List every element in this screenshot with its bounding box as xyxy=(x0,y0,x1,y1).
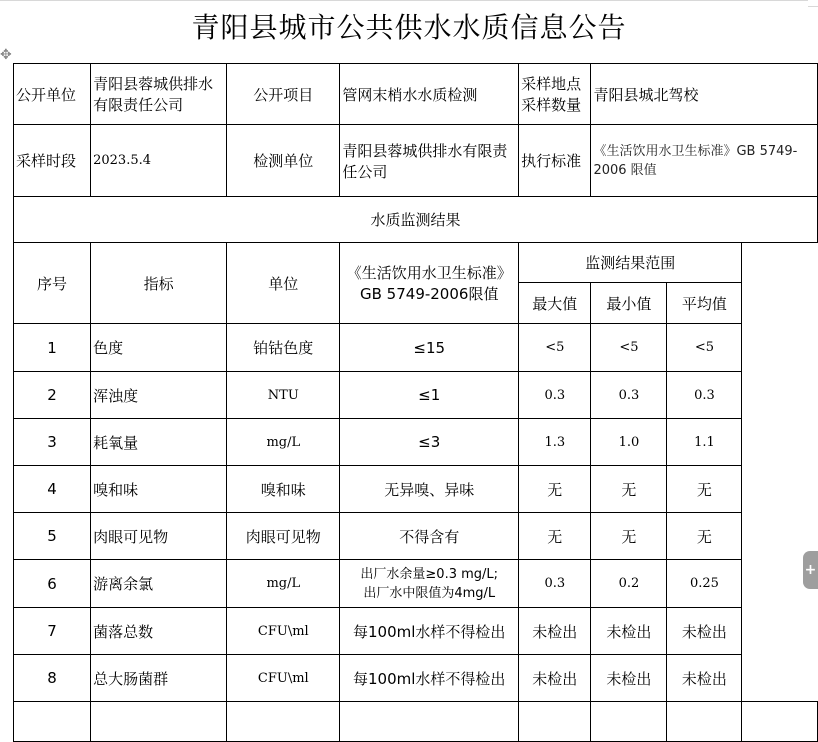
testing-unit-value: 青阳县蓉城供排水有限责任公司 xyxy=(340,125,519,197)
table-row xyxy=(14,560,818,608)
public-unit-value: 青阳县蓉城供排水有限责任公司 xyxy=(91,64,227,125)
public-item-value: 管网末梢水水质检测 xyxy=(340,64,519,125)
cell-unit: NTU xyxy=(227,372,340,419)
cell-unit: mg/L xyxy=(227,560,340,608)
cell-min: 0.3 xyxy=(591,372,667,419)
cell-no: 5 xyxy=(14,513,91,560)
cell-indicator: 游离余氯 xyxy=(91,560,227,608)
cell-no: 3 xyxy=(14,419,91,466)
table-row xyxy=(14,466,818,513)
cell-limit-line2: 出厂水中限值为4mg/L xyxy=(363,585,496,601)
cell-min: 无 xyxy=(591,466,667,513)
info-row-1 xyxy=(14,64,818,125)
sampling-place-label: 采样地点采样数量 xyxy=(519,64,591,125)
header-standard xyxy=(340,243,519,324)
cell-indicator: 总大肠菌群 xyxy=(91,655,227,702)
cell-max: 1.3 xyxy=(519,419,591,466)
cell-limit xyxy=(340,560,519,608)
header-min: 最小值 xyxy=(591,283,667,324)
empty-row xyxy=(14,702,818,742)
cell-no: 1 xyxy=(14,324,91,372)
cell-min: 1.0 xyxy=(591,419,667,466)
cell-avg: <5 xyxy=(667,324,742,372)
cell-no: 7 xyxy=(14,608,91,655)
cell-avg: 未检出 xyxy=(667,608,742,655)
header-avg: 平均值 xyxy=(667,283,742,324)
public-item-label: 公开项目 xyxy=(227,64,340,125)
header-standard-line2: GB 5749-2006限值 xyxy=(360,285,499,303)
cell-no: 2 xyxy=(14,372,91,419)
cell-max: 无 xyxy=(519,513,591,560)
cell-min: 0.2 xyxy=(591,560,667,608)
public-unit-label: 公开单位 xyxy=(14,64,91,125)
cell-unit: 铂钴色度 xyxy=(227,324,340,372)
cell-avg: 0.25 xyxy=(667,560,742,608)
cell-avg: 1.1 xyxy=(667,419,742,466)
cell-indicator: 色度 xyxy=(91,324,227,372)
table-row xyxy=(14,419,818,466)
cell-limit: ≤15 xyxy=(340,324,519,372)
table-row xyxy=(14,513,818,560)
cell-unit: 肉眼可见物 xyxy=(227,513,340,560)
top-divider xyxy=(0,0,808,1)
table-row xyxy=(14,655,818,702)
header-unit: 单位 xyxy=(227,243,340,324)
table-row xyxy=(14,324,818,372)
header-standard-line1: 《生活饮用水卫生标准》 xyxy=(346,264,512,282)
plus-icon[interactable]: + xyxy=(803,551,818,589)
info-row-2 xyxy=(14,125,818,197)
sampling-place-value: 青阳县城北驾校 xyxy=(591,64,818,125)
cell-indicator: 嗅和味 xyxy=(91,466,227,513)
header-row-1 xyxy=(14,243,818,283)
cell-unit: 嗅和味 xyxy=(227,466,340,513)
cell-no: 6 xyxy=(14,560,91,608)
cell-unit: CFU\ml xyxy=(227,655,340,702)
cell-limit: ≤1 xyxy=(340,372,519,419)
results-heading: 水质监测结果 xyxy=(14,197,818,243)
cell-max: 0.3 xyxy=(519,372,591,419)
cell-max: 0.3 xyxy=(519,560,591,608)
move-handle-icon[interactable]: ✥ xyxy=(0,47,12,63)
cell-max: 未检出 xyxy=(519,655,591,702)
cell-avg: 无 xyxy=(667,466,742,513)
cell-limit: ≤3 xyxy=(340,419,519,466)
cell-unit: mg/L xyxy=(227,419,340,466)
header-max: 最大值 xyxy=(519,283,591,324)
table-row xyxy=(14,372,818,419)
cell-limit: 不得含有 xyxy=(340,513,519,560)
cell-unit: CFU\ml xyxy=(227,608,340,655)
cell-avg: 0.3 xyxy=(667,372,742,419)
standard-label: 执行标准 xyxy=(519,125,591,197)
cell-avg: 无 xyxy=(667,513,742,560)
cell-limit: 每100ml水样不得检出 xyxy=(340,655,519,702)
cell-limit-line1: 出厂水余量≥0.3 mg/L; xyxy=(360,566,499,582)
cell-limit: 每100ml水样不得检出 xyxy=(340,608,519,655)
cell-indicator: 耗氧量 xyxy=(91,419,227,466)
results-heading-row xyxy=(14,197,818,243)
testing-unit-label: 检测单位 xyxy=(227,125,340,197)
cell-no: 4 xyxy=(14,466,91,513)
cell-indicator: 肉眼可见物 xyxy=(91,513,227,560)
cell-limit: 无异嗅、异味 xyxy=(340,466,519,513)
cell-indicator: 菌落总数 xyxy=(91,608,227,655)
cell-min: <5 xyxy=(591,324,667,372)
header-no: 序号 xyxy=(14,243,91,324)
header-indicator: 指标 xyxy=(91,243,227,324)
header-range: 监测结果范围 xyxy=(519,243,742,283)
water-quality-table xyxy=(13,63,818,742)
cell-min: 未检出 xyxy=(591,608,667,655)
cell-no: 8 xyxy=(14,655,91,702)
page-title: 青阳县城市公共供水水质信息公告 xyxy=(191,11,627,44)
standard-value: 《生活饮用水卫生标准》GB 5749-2006 限值 xyxy=(591,125,818,197)
table-row xyxy=(14,608,818,655)
cell-max: <5 xyxy=(519,324,591,372)
cell-min: 未检出 xyxy=(591,655,667,702)
sampling-time-label: 采样时段 xyxy=(14,125,91,197)
cell-min: 无 xyxy=(591,513,667,560)
cell-avg: 未检出 xyxy=(667,655,742,702)
sampling-time-value: 2023.5.4 xyxy=(91,125,227,197)
cell-indicator: 浑浊度 xyxy=(91,372,227,419)
cell-max: 未检出 xyxy=(519,608,591,655)
cell-max: 无 xyxy=(519,466,591,513)
